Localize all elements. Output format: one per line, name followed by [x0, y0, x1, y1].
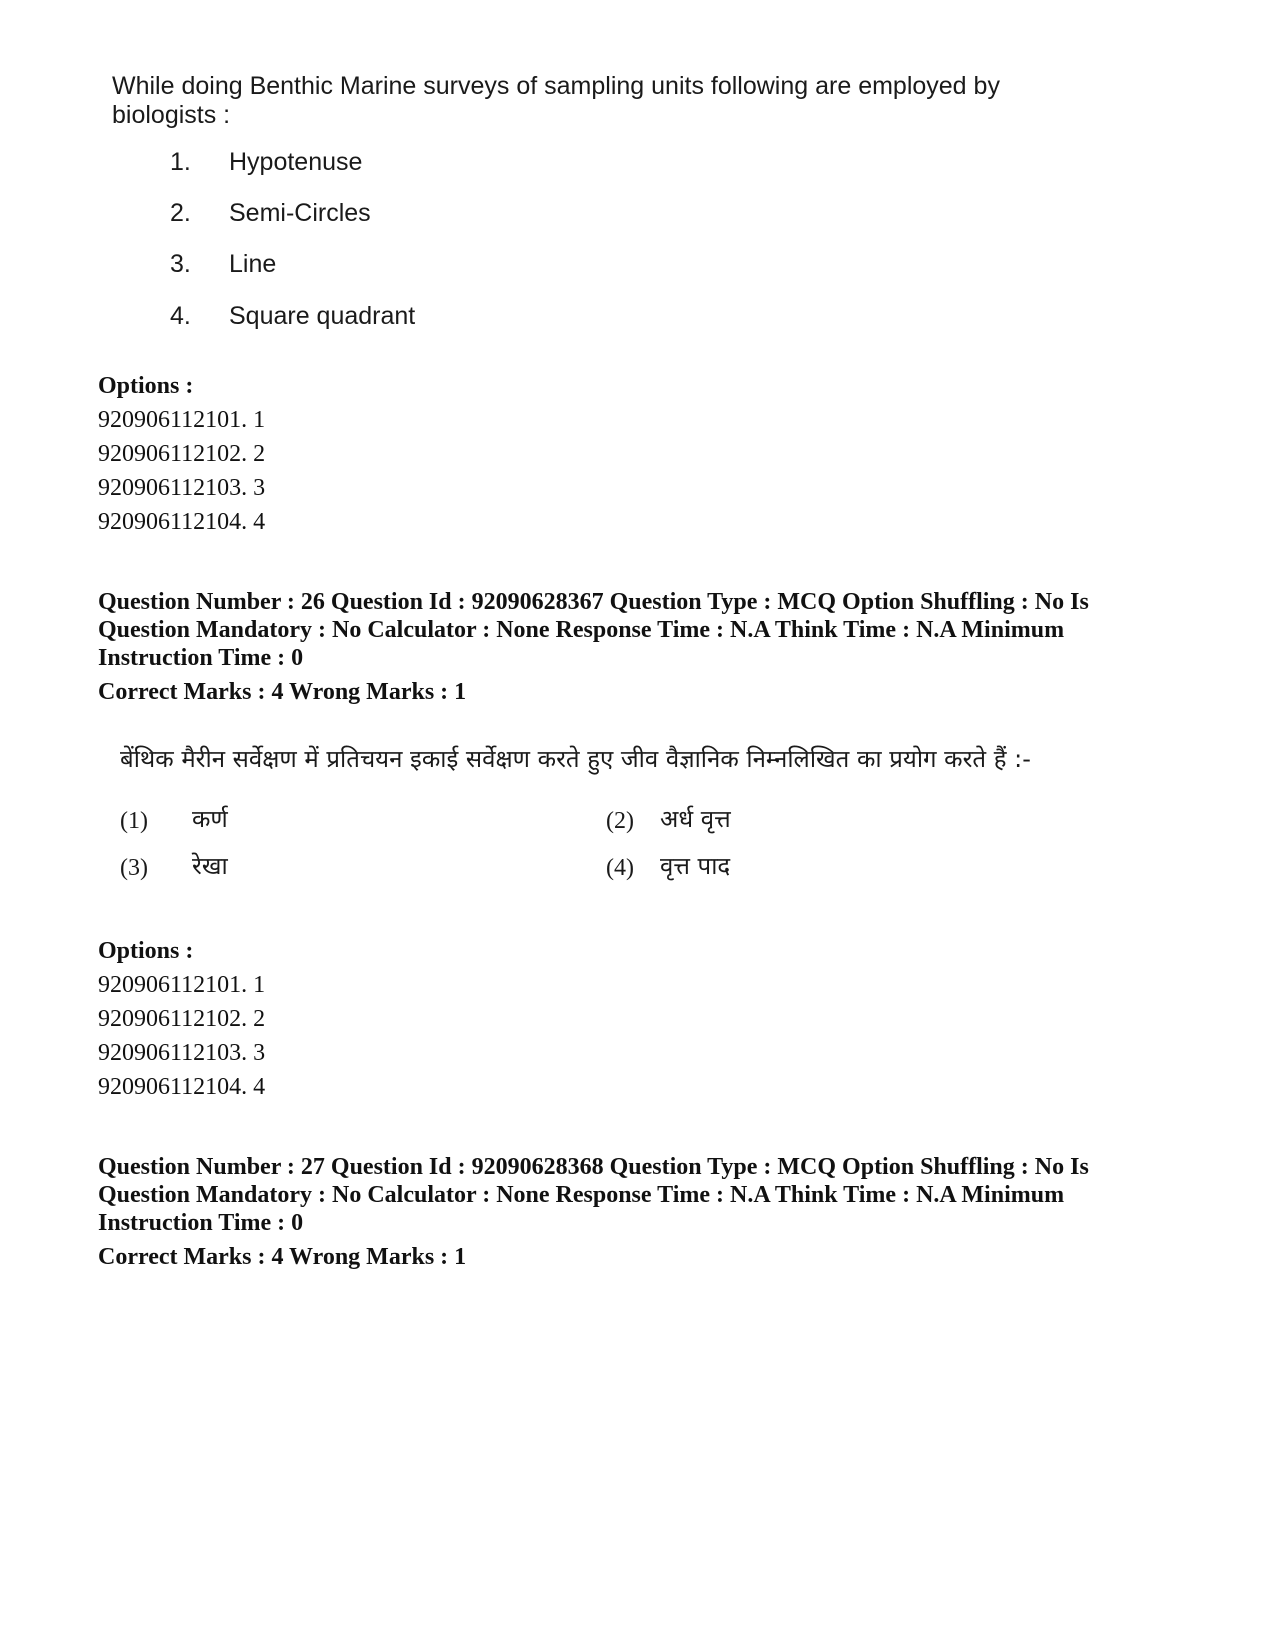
- option-line: 920906112102. 2: [98, 1006, 266, 1032]
- hindi-item-number: (4): [606, 855, 634, 881]
- hindi-item-label: अर्ध वृत्त: [660, 805, 731, 833]
- question-25-prompt: While doing Benthic Marine surveys of sampling units following are employed by biologists :: [112, 72, 1000, 129]
- option-line: 920906112103. 3: [98, 1040, 266, 1066]
- question-26-meta-line: Instruction Time : 0: [98, 645, 304, 671]
- hindi-item-label: वृत्त पाद: [660, 852, 731, 880]
- question-26-marks: Correct Marks : 4 Wrong Marks : 1: [98, 679, 467, 705]
- options-heading: Options :: [98, 373, 194, 399]
- option-line: 920906112101. 1: [98, 972, 266, 998]
- option-line: 920906112104. 4: [98, 509, 266, 535]
- hindi-item-number: (3): [120, 855, 148, 881]
- question-26-meta-line: Question Number : 26 Question Id : 92090628367 Question Type : MCQ Option Shuffling : No Is: [98, 589, 1089, 615]
- question-25-item-number: 1.: [170, 148, 191, 176]
- question-25-item-label: Line: [229, 250, 277, 278]
- option-line: 920906112104. 4: [98, 1074, 266, 1100]
- question-26-meta-line: Question Mandatory : No Calculator : None Response Time : N.A Think Time : N.A Minimum: [98, 617, 1065, 643]
- hindi-item-number: (1): [120, 808, 148, 834]
- question-25-item-label: Hypotenuse: [229, 148, 363, 176]
- question-25-item-label: Semi-Circles: [229, 199, 371, 227]
- question-27-meta-line: Question Mandatory : No Calculator : None Response Time : N.A Think Time : N.A Minimum: [98, 1182, 1065, 1208]
- question-25-item-number: 2.: [170, 199, 191, 227]
- question-25-item-number: 3.: [170, 250, 191, 278]
- question-27-meta-line: Instruction Time : 0: [98, 1210, 304, 1236]
- hindi-item-label: कर्ण: [192, 805, 228, 833]
- hindi-item-label: रेखा: [192, 852, 228, 880]
- question-26-hindi-prompt: बेंथिक मैरीन सर्वेक्षण में प्रतिचयन इकाई सर्वेक्षण करते हुए जीव वैज्ञानिक निम्नलिखित का प्रयोग करते हैं :-: [120, 745, 1031, 773]
- question-27-marks: Correct Marks : 4 Wrong Marks : 1: [98, 1244, 467, 1270]
- option-line: 920906112101. 1: [98, 407, 266, 433]
- hindi-item-number: (2): [606, 808, 634, 834]
- options-heading: Options :: [98, 938, 194, 964]
- question-25-item-label: Square quadrant: [229, 302, 416, 330]
- question-27-meta-line: Question Number : 27 Question Id : 92090628368 Question Type : MCQ Option Shuffling : No Is: [98, 1154, 1089, 1180]
- option-line: 920906112103. 3: [98, 475, 266, 501]
- question-25-item-number: 4.: [170, 302, 191, 330]
- option-line: 920906112102. 2: [98, 441, 266, 467]
